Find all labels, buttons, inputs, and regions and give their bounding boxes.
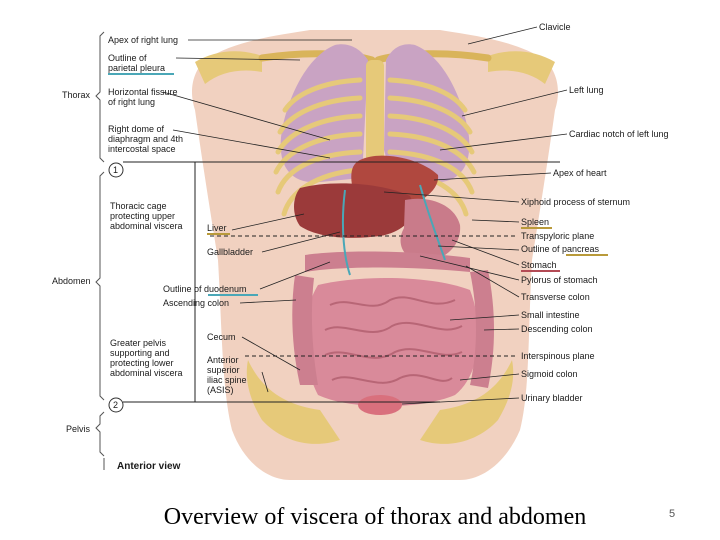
- label-right-dome: Right dome of diaphragm and 4th intercostal space: [108, 124, 184, 154]
- label-outline-parietal-pleura: Outline of parietal pleura: [108, 53, 166, 73]
- label-cardiac-notch: Cardiac notch of left lung: [569, 129, 669, 139]
- label-greater-pelvis: Greater pelvis supporting and protecting lower abdominal viscera: [110, 338, 183, 378]
- label-transverse-colon: Transverse colon: [521, 292, 590, 302]
- label-ascending-colon: Ascending colon: [163, 298, 230, 308]
- label-small-intestine: Small intestine: [521, 310, 580, 320]
- view-label: Anterior view: [117, 461, 181, 472]
- abdomen-bracket: [96, 172, 104, 400]
- label-urinary-bladder: Urinary bladder: [521, 393, 583, 403]
- label-asis: Anterior superior iliac spine (ASIS): [207, 355, 247, 395]
- label-thoracic-cage: Thoracic cage protecting upper abdominal viscera: [110, 201, 183, 231]
- label-clavicle: Clavicle: [539, 22, 571, 32]
- label-outline-pancreas: Outline of pancreas: [521, 244, 600, 254]
- marker-1: 1: [113, 165, 119, 175]
- slide-caption: Overview of viscera of thorax and abdomen: [163, 504, 587, 530]
- label-cecum: Cecum: [207, 332, 236, 342]
- small-intestine: [305, 278, 479, 406]
- urinary-bladder: [358, 395, 402, 415]
- label-xiphoid: Xiphoid process of sternum: [521, 197, 631, 207]
- label-apex-right-lung: Apex of right lung: [108, 35, 179, 45]
- label-apex-heart: Apex of heart: [553, 168, 607, 178]
- region-thorax: Thorax: [62, 90, 91, 100]
- region-brackets: [96, 32, 104, 470]
- label-transpyloric: Transpyloric plane: [521, 231, 595, 241]
- thorax-bracket: [96, 32, 104, 162]
- liver: [294, 183, 413, 238]
- page-number: 5: [669, 508, 676, 520]
- label-descending-colon: Descending colon: [521, 324, 593, 334]
- marker-2: 2: [113, 400, 119, 410]
- label-horizontal-fissure: Horizontal fissure of right lung: [108, 87, 178, 107]
- label-left-lung: Left lung: [569, 85, 604, 95]
- label-spleen: Spleen: [521, 217, 550, 227]
- label-stomach: Stomach: [521, 260, 557, 270]
- pelvis-bracket: [96, 412, 104, 456]
- label-interspinous: Interspinous plane: [521, 351, 595, 361]
- region-abdomen: Abdomen: [52, 276, 91, 286]
- label-pylorus: Pylorus of stomach: [521, 275, 598, 285]
- label-liver: Liver: [207, 223, 227, 233]
- label-gallbladder: Gallbladder: [207, 247, 254, 257]
- label-sigmoid-colon: Sigmoid colon: [521, 369, 578, 379]
- region-pelvis: Pelvis: [66, 424, 91, 434]
- label-outline-duodenum: Outline of duodenum: [163, 284, 247, 294]
